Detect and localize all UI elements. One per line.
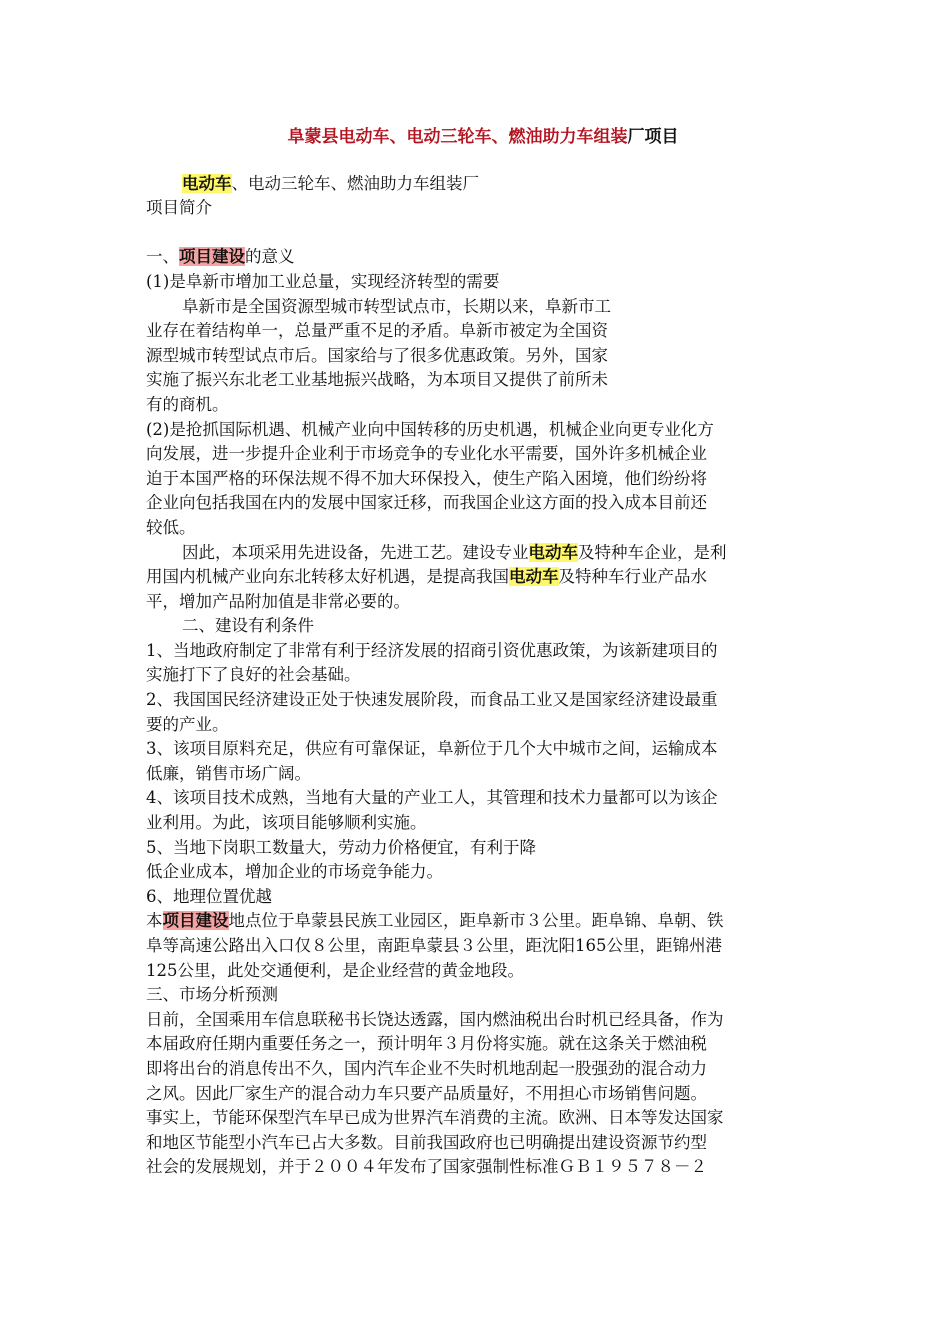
section-2-item-line: 低廉，销售市场广阔。 (146, 763, 311, 783)
keyword-highlight: 电动车 (528, 542, 578, 562)
section-1-para-1-line: 实施了振兴东北老工业基地振兴战略，为本项目又提供了前所未 (146, 370, 608, 390)
section-2-item-line: 要的产业。 (146, 714, 229, 734)
section-3-line: 之风。因此厂家生产的混合动力车只要产品质量好，不用担心市场销售问题。 (146, 1083, 707, 1103)
section-3-line: 事实上，节能环保型汽车早已成为世界汽车消费的主流。欧洲、日本等发达国家 (146, 1108, 724, 1128)
section-1-para-1-line: 阜新市是全国资源型城市转型试点市，长期以来，阜新市工 (182, 296, 611, 316)
section-1-prefix: 一、 (146, 247, 179, 267)
section-1-para-3-line (146, 541, 806, 566)
section-2-heading: 二、建设有利条件 (182, 616, 314, 636)
section-3-line: 日前，全国乘用车信息联秘书长饶达透露，国内燃油税出台时机已经具备，作为 (146, 1009, 724, 1029)
text-run: 因此，本项采用先进设备，先进工艺。建设专业 (182, 542, 529, 562)
section-2-item-6-heading: 6、地理位置优越 (146, 886, 272, 906)
title-part-2: 电动车、电动三轮车、燃油助力车组装 (338, 127, 628, 147)
document-title (146, 125, 806, 150)
section-3-heading: 三、市场分析预测 (146, 985, 278, 1005)
subtitle-line-1 (146, 172, 806, 197)
section-1-item-1: (1)是阜新市增加工业总量，实现经济转型的需要 (146, 271, 500, 291)
document-page (146, 125, 806, 1180)
section-1-item-2-line: (2)是抢抓国际机遇、机械产业向中国转移的历史机遇，机械企业向更专业化方 (146, 419, 714, 439)
text-run: 及特种车行业产品水 (558, 567, 707, 587)
section-2-item-line: 业利用。为此，该项目能够顺利实施。 (146, 813, 427, 833)
section-1-para-3-line (146, 565, 806, 590)
section-2-item-6-line: 125公里，此处交通便利，是企业经营的黄金地段。 (146, 960, 524, 980)
section-1-item-2-line: 向发展，进一步提升企业利于市场竞争的专业化水平需要，国外许多机械企业 (146, 444, 707, 464)
section-2-item-line: 实施打下了良好的社会基础。 (146, 665, 361, 685)
section-2-item-6-line: 阜等高速公路出入口仅８公里，南距阜蒙县３公里，距沈阳165公里，距锦州港 (146, 936, 722, 955)
section-1-item-2-line: 企业向包括我国在内的发展中国家迁移，而我国企业这方面的投入成本目前还 (146, 493, 707, 513)
text-run: 地点位于阜蒙县民族工业园区，距阜新市３公里。距阜锦、阜朝、铁 (228, 911, 724, 931)
section-1-suffix: 的意义 (245, 247, 295, 267)
text-run: 本 (146, 911, 163, 931)
subtitle-rest: 、电动三轮车、燃油助力车组装厂 (231, 173, 479, 193)
keyword-highlight: 项目建设 (162, 911, 229, 931)
title-part-3: 厂项目 (627, 127, 679, 147)
section-2-item-line: 2、我国国民经济建设正处于快速发展阶段，而食品工业又是国家经济建设最重 (146, 690, 718, 710)
section-2-item-line: 5、当地下岗职工数量大，劳动力价格便宜，有利于降 (146, 837, 536, 857)
section-3-line: 本届政府任期内重要任务之一，预计明年３月份将实施。就在这条关于燃油税 (146, 1034, 707, 1054)
section-2-item-line: 1、当地政府制定了非常有利于经济发展的招商引资优惠政策，为该新建项目的 (146, 640, 718, 660)
section-2-item-6-line (146, 909, 806, 934)
section-1-heading (146, 245, 806, 270)
section-1-item-2-line: 较低。 (146, 517, 196, 537)
section-2-item-line: 4、该项目技术成熟，当地有大量的产业工人，其管理和技术力量都可以为该企 (146, 788, 718, 808)
keyword-highlight: 电动车 (182, 173, 232, 193)
section-3-line: 和地区节能型小汽车已占大多数。目前我国政府也已明确提出建设资源节约型 (146, 1132, 707, 1152)
text-run: 用国内机械产业向东北转移太好机遇，是提高我国 (146, 567, 509, 587)
keyword-highlight: 项目建设 (179, 247, 245, 267)
subtitle-line-2: 项目简介 (146, 198, 212, 218)
section-3-line: 社会的发展规划，并于２００４年发布了国家强制性标准ＧＢ１９５７８－２ (146, 1157, 707, 1177)
section-3-line: 即将出台的消息传出不久，国内汽车企业不失时机地刮起一股强劲的混合动力 (146, 1058, 707, 1078)
keyword-highlight: 电动车 (509, 567, 559, 587)
spacer (146, 221, 806, 246)
section-1-item-2-line: 迫于本国严格的环保法规不得不加大环保投入，使生产陷入困境，他们纷纷将 (146, 468, 707, 488)
section-1-para-1-line: 源型城市转型试点市后。国家给与了很多优惠政策。另外，国家 (146, 345, 608, 365)
section-1-para-1-line: 业存在着结构单一，总量严重不足的矛盾。阜新市被定为全国资 (146, 321, 608, 341)
title-part-1: 阜蒙县 (287, 127, 339, 147)
section-2-item-line: 低企业成本，增加企业的市场竞争能力。 (146, 862, 443, 882)
section-1-para-3-line: 平，增加产品附加值是非常必要的。 (146, 591, 410, 611)
section-1-para-1-line: 有的商机。 (146, 394, 229, 414)
section-2-item-line: 3、该项目原料充足，供应有可靠保证，阜新位于几个大中城市之间，运输成本 (146, 739, 718, 759)
text-run: 及特种车企业，是利 (578, 542, 727, 562)
